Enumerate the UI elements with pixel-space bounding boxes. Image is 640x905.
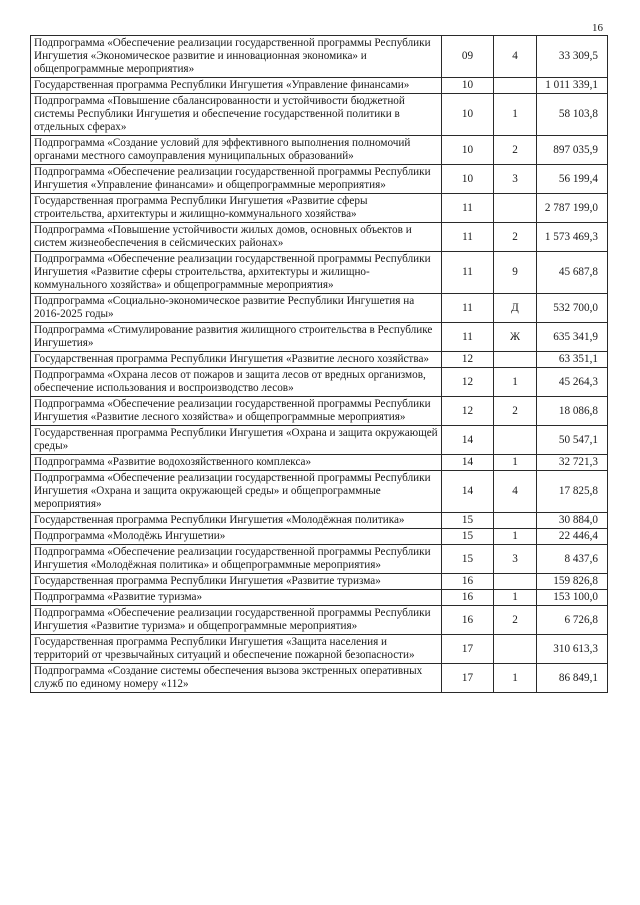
section-code-cell: 10 xyxy=(442,165,494,194)
section-code-cell: 16 xyxy=(442,606,494,635)
amount-cell: 310 613,3 xyxy=(537,635,608,664)
program-name-cell: Подпрограмма «Молодёжь Ингушетии» xyxy=(31,529,442,545)
amount-cell: 32 721,3 xyxy=(537,455,608,471)
amount-cell: 45 264,3 xyxy=(537,368,608,397)
subsection-code-cell: 2 xyxy=(494,606,537,635)
table-row xyxy=(31,606,608,635)
page-number: 16 xyxy=(592,22,603,34)
subsection-code-cell: 3 xyxy=(494,165,537,194)
section-code-cell: 12 xyxy=(442,352,494,368)
amount-cell: 50 547,1 xyxy=(537,426,608,455)
amount-cell: 18 086,8 xyxy=(537,397,608,426)
section-code-cell: 17 xyxy=(442,664,494,693)
program-name-cell: Подпрограмма «Создание системы обеспечения вызова экстренных оперативных служб по единому номеру «112» xyxy=(31,664,442,693)
program-name-cell: Государственная программа Республики Ингушетия «Развитие сферы строительства, архитектуры и жилищно-коммунального хозяйства» xyxy=(31,194,442,223)
budget-table xyxy=(30,35,608,693)
subsection-code-cell: 1 xyxy=(494,529,537,545)
table-row xyxy=(31,513,608,529)
table-row xyxy=(31,36,608,78)
program-name-cell: Подпрограмма «Повышение сбалансированности и устойчивости бюджетной системы Республики Ингушетия и обеспечение государственной политики в отдельных сферах» xyxy=(31,94,442,136)
amount-cell: 2 787 199,0 xyxy=(537,194,608,223)
program-name-cell: Подпрограмма «Обеспечение реализации государственной программы Республики Ингушетия «Развитие лесного хозяйства» и общепрограммные мероприятия» xyxy=(31,397,442,426)
section-code-cell: 14 xyxy=(442,426,494,455)
table-row xyxy=(31,352,608,368)
table-row xyxy=(31,165,608,194)
section-code-cell: 14 xyxy=(442,471,494,513)
table-row xyxy=(31,455,608,471)
table-row xyxy=(31,574,608,590)
subsection-code-cell xyxy=(494,635,537,664)
amount-cell: 532 700,0 xyxy=(537,294,608,323)
subsection-code-cell xyxy=(494,513,537,529)
section-code-cell: 11 xyxy=(442,223,494,252)
amount-cell: 153 100,0 xyxy=(537,590,608,606)
amount-cell: 1 573 469,3 xyxy=(537,223,608,252)
section-code-cell: 17 xyxy=(442,635,494,664)
table-row xyxy=(31,545,608,574)
table-row xyxy=(31,252,608,294)
table-row xyxy=(31,223,608,252)
amount-cell: 159 826,8 xyxy=(537,574,608,590)
program-name-cell: Государственная программа Республики Ингушетия «Развитие туризма» xyxy=(31,574,442,590)
table-row xyxy=(31,471,608,513)
section-code-cell: 16 xyxy=(442,590,494,606)
section-code-cell: 11 xyxy=(442,323,494,352)
amount-cell: 45 687,8 xyxy=(537,252,608,294)
program-name-cell: Подпрограмма «Развитие водохозяйственного комплекса» xyxy=(31,455,442,471)
subsection-code-cell: 4 xyxy=(494,471,537,513)
amount-cell: 6 726,8 xyxy=(537,606,608,635)
table-row xyxy=(31,368,608,397)
amount-cell: 63 351,1 xyxy=(537,352,608,368)
table-row xyxy=(31,664,608,693)
table-row xyxy=(31,323,608,352)
amount-cell: 1 011 339,1 xyxy=(537,78,608,94)
amount-cell: 30 884,0 xyxy=(537,513,608,529)
subsection-code-cell: 4 xyxy=(494,36,537,78)
program-name-cell: Подпрограмма «Развитие туризма» xyxy=(31,590,442,606)
section-code-cell: 14 xyxy=(442,455,494,471)
subsection-code-cell: 1 xyxy=(494,455,537,471)
program-name-cell: Подпрограмма «Обеспечение реализации государственной программы Республики Ингушетия «Развитие туризма» и общепрограммные мероприятия» xyxy=(31,606,442,635)
budget-table-body xyxy=(31,36,608,693)
program-name-cell: Подпрограмма «Охрана лесов от пожаров и защита лесов от вредных организмов, обеспечение использования и воспроизводство лесов» xyxy=(31,368,442,397)
program-name-cell: Подпрограмма «Социально-экономическое развитие Республики Ингушетия на 2016-2025 годы» xyxy=(31,294,442,323)
section-code-cell: 10 xyxy=(442,136,494,165)
amount-cell: 897 035,9 xyxy=(537,136,608,165)
subsection-code-cell: 2 xyxy=(494,136,537,165)
section-code-cell: 15 xyxy=(442,545,494,574)
amount-cell: 86 849,1 xyxy=(537,664,608,693)
subsection-code-cell xyxy=(494,194,537,223)
section-code-cell: 09 xyxy=(442,36,494,78)
section-code-cell: 11 xyxy=(442,194,494,223)
table-row xyxy=(31,194,608,223)
amount-cell: 22 446,4 xyxy=(537,529,608,545)
subsection-code-cell: 9 xyxy=(494,252,537,294)
table-row xyxy=(31,529,608,545)
subsection-code-cell: 2 xyxy=(494,397,537,426)
section-code-cell: 10 xyxy=(442,94,494,136)
section-code-cell: 15 xyxy=(442,529,494,545)
subsection-code-cell xyxy=(494,352,537,368)
program-name-cell: Подпрограмма «Обеспечение реализации государственной программы Республики Ингушетия «Управление финансами» и общепрограммные мероприятия» xyxy=(31,165,442,194)
subsection-code-cell: Ж xyxy=(494,323,537,352)
amount-cell: 33 309,5 xyxy=(537,36,608,78)
section-code-cell: 11 xyxy=(442,252,494,294)
table-row xyxy=(31,94,608,136)
section-code-cell: 12 xyxy=(442,397,494,426)
subsection-code-cell: 1 xyxy=(494,590,537,606)
subsection-code-cell xyxy=(494,78,537,94)
amount-cell: 56 199,4 xyxy=(537,165,608,194)
subsection-code-cell xyxy=(494,574,537,590)
amount-cell: 17 825,8 xyxy=(537,471,608,513)
program-name-cell: Государственная программа Республики Ингушетия «Защита населения и территорий от чрезвычайных ситуаций и обеспечение пожарной безопасности» xyxy=(31,635,442,664)
table-row xyxy=(31,294,608,323)
amount-cell: 635 341,9 xyxy=(537,323,608,352)
subsection-code-cell: 2 xyxy=(494,223,537,252)
section-code-cell: 10 xyxy=(442,78,494,94)
program-name-cell: Подпрограмма «Обеспечение реализации государственной программы Республики Ингушетия «Экономическое развитие и инновационная экономика» и общепрограммные мероприятия» xyxy=(31,36,442,78)
program-name-cell: Подпрограмма «Обеспечение реализации государственной программы Республики Ингушетия «Развитие сферы строительства, архитектуры и жилищно-коммунального хозяйства» и общепрограммные мероприятия» xyxy=(31,252,442,294)
subsection-code-cell: Д xyxy=(494,294,537,323)
program-name-cell: Подпрограмма «Обеспечение реализации государственной программы Республики Ингушетия «Молодёжная политика» и общепрограммные мероприятия» xyxy=(31,545,442,574)
subsection-code-cell xyxy=(494,426,537,455)
program-name-cell: Государственная программа Республики Ингушетия «Охрана и защита окружающей среды» xyxy=(31,426,442,455)
amount-cell: 8 437,6 xyxy=(537,545,608,574)
program-name-cell: Подпрограмма «Повышение устойчивости жилых домов, основных объектов и систем жизнеобеспечения в сейсмических районах» xyxy=(31,223,442,252)
program-name-cell: Подпрограмма «Создание условий для эффективного выполнения полномочий органами местного самоуправления муниципальных образований» xyxy=(31,136,442,165)
table-row xyxy=(31,426,608,455)
table-row xyxy=(31,397,608,426)
subsection-code-cell: 3 xyxy=(494,545,537,574)
subsection-code-cell: 1 xyxy=(494,664,537,693)
section-code-cell: 11 xyxy=(442,294,494,323)
amount-cell: 58 103,8 xyxy=(537,94,608,136)
program-name-cell: Государственная программа Республики Ингушетия «Развитие лесного хозяйства» xyxy=(31,352,442,368)
program-name-cell: Государственная программа Республики Ингушетия «Управление финансами» xyxy=(31,78,442,94)
table-row xyxy=(31,78,608,94)
table-row xyxy=(31,635,608,664)
section-code-cell: 16 xyxy=(442,574,494,590)
table-row xyxy=(31,136,608,165)
program-name-cell: Государственная программа Республики Ингушетия «Молодёжная политика» xyxy=(31,513,442,529)
program-name-cell: Подпрограмма «Стимулирование развития жилищного строительства в Республике Ингушетия» xyxy=(31,323,442,352)
subsection-code-cell: 1 xyxy=(494,368,537,397)
subsection-code-cell: 1 xyxy=(494,94,537,136)
section-code-cell: 12 xyxy=(442,368,494,397)
program-name-cell: Подпрограмма «Обеспечение реализации государственной программы Республики Ингушетия «Охрана и защита окружающей среды» и общепрограммные мероприятия» xyxy=(31,471,442,513)
section-code-cell: 15 xyxy=(442,513,494,529)
table-row xyxy=(31,590,608,606)
